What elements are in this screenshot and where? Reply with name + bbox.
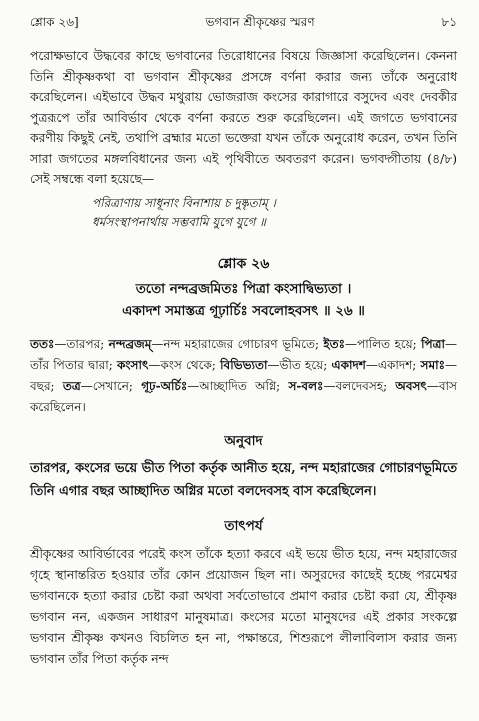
gloss-term: বিভিভ্যতা [220, 357, 268, 372]
gloss-term: স-বলঃ [288, 378, 324, 393]
page-header [30, 14, 457, 34]
translation-text: তারপর, কংসের ভয়ে ভীত পিতা কর্তৃক আনীত হয়ে, নন্দ মহারাজের গোচারণভূমিতে তিনি এগার বছর আচ্ছাদিত অগ্নির মতো বলদেবসহ বাস করেছিলেন। [30, 460, 457, 499]
gloss-term: নন্দব্রজম্ [108, 336, 152, 351]
gloss-meaning: একাদশ; [377, 357, 417, 372]
sanskrit-verse [30, 278, 457, 322]
gloss-term: ততঃ [30, 336, 55, 351]
gloss-meaning: তারপর; [66, 336, 105, 351]
page-number: ৮১ [441, 15, 457, 29]
sanskrit-line: ততো নন্দব্রজমিতঃ পিত্রা কংসাদ্বিভ্যতা । [135, 280, 352, 297]
intro-paragraph: পরোক্ষভাবে উদ্ধবের কাছে ভগবানের তিরোধানের বিষয়ে জিজ্ঞাসা করেছিলেন। কেননা তিনি শ্রীকৃষ্ণকথা বা ভগবান শ্রীকৃষ্ণের প্রসঙ্গে বর্ণনা করার জন্য তাঁকে অনুরোধ করেছিলেন। এইভাবে উদ্ধব মথুরায় ভোজরাজ কংসের কারাগারে বসুদেব এবং দেবকীর পুত্ররূপে তাঁর আবির্ভাব থেকে বর্ণনা করতে শুরু করেছিলেন। এই জগতে ভগবানের করণীয় কিছুই নেই, তথাপি ব্রহ্মার মতো ভক্তেরা যখন তাঁকে অনুরোধ করেন, তখন তিনি সারা জগতের মঙ্গলবিধানের জন্য এই পৃথিবীতে অবতরণ করেন। ভগবদ্গীতায় (৪/৮) সেই সম্বন্ধে বলা হয়েছে— [30, 49, 457, 186]
gloss-meaning: কংস থেকে; [160, 357, 216, 372]
verse-reference: শ্লোক ২৬] [30, 15, 79, 29]
gloss-meaning: নন্দ মহারাজের গোচারণ ভূমিতে; [163, 336, 319, 351]
gloss-meaning: তাঁর পিতার দ্বারা; [30, 357, 113, 372]
gloss-meaning: বলদেবসহ; [335, 378, 388, 393]
verse-heading: শ্লোক ২৬ [217, 255, 270, 272]
gita-quote [30, 194, 457, 232]
gloss-meaning: বছর; [30, 378, 55, 393]
quote-line: পরিত্রাণায় সাধূনাং বিনাশায় চ দুষ্কৃতাম্ । [92, 195, 276, 210]
gloss-meaning: বাস করেছিলেন। [30, 378, 457, 414]
sanskrit-line: একাদশ সমাস্তত্র গূঢ়ার্চিঃ সবলোহবসৎ ॥ ২৬ ॥ [122, 302, 365, 319]
gloss-term: পিত্রা [421, 336, 445, 351]
gloss-term: একাদশ [331, 357, 366, 372]
gloss-term: কংসাৎ [116, 357, 149, 372]
purport-heading: তাৎপর্য [224, 517, 263, 534]
word-for-word: ততঃ—তারপর; নন্দব্রজম্—নন্দ মহারাজের গোচারণ ভূমিতে; ইতঃ—পালিত হয়ে; পিত্রা—তাঁর পিতার দ্বারা; কংসাৎ—কংস থেকে; বিভিভ্যতা—ভীত হয়ে; একাদশ—একাদশ; সমাঃ—বছর; তত্র—সেখানে; গূঢ়-অর্চিঃ—আচ্ছাদিত অগ্নি; স-বলঃ—বলদেবসহ; অবসৎ—বাস করেছিলেন। [30, 336, 457, 414]
running-title: ভগবান শ্রীকৃষ্ণের স্মরণ [205, 15, 315, 29]
gloss-meaning: ভীত হয়ে; [279, 357, 328, 372]
gloss-term: অবসৎ [395, 378, 427, 393]
translation-heading: অনুবাদ [224, 432, 263, 449]
gloss-term: গূঢ়-অর্চিঃ [141, 378, 188, 393]
gloss-term: সমাঃ [420, 357, 445, 372]
gloss-meaning: সেখানে; [92, 378, 133, 393]
gloss-term: ইতঃ [323, 336, 346, 351]
gloss-term: তত্র [62, 378, 81, 393]
gloss-meaning: পালিত হয়ে; [357, 336, 417, 351]
purport-text: শ্রীকৃষ্ণের আবির্ভাবের পরেই কংস তাঁকে হত্যা করবে এই ভয়ে ভীত হয়ে, নন্দ মহারাজের গৃহে স্থানান্তরিত হওয়ার তাঁর কোন প্রয়োজন ছিল না। অসুরদের কাছেই হচ্ছে পরমেশ্বর ভগবানকে হত্যা করার চেষ্টা করা অথবা সর্বতোভাবে প্রমাণ করার চেষ্টা করা যে, শ্রীকৃষ্ণ ভগবান নন, একজন সাধারণ মানুষমাত্র। কংসের মতো মানুষদের এই প্রকার সংকল্পে ভগবান শ্রীকৃষ্ণ কখনও বিচলিত হন না, পক্ষান্তরে, শিশুরূপে লীলাবিলাস করার জন্য ভগবান তাঁর পিতা কর্তৃক নন্দ [30, 546, 457, 666]
quote-line: ধর্মসংস্থাপনার্থায় সম্ভবামি যুগে যুগে ॥ [92, 214, 266, 229]
gloss-meaning: আচ্ছাদিত অগ্নি; [199, 378, 281, 393]
